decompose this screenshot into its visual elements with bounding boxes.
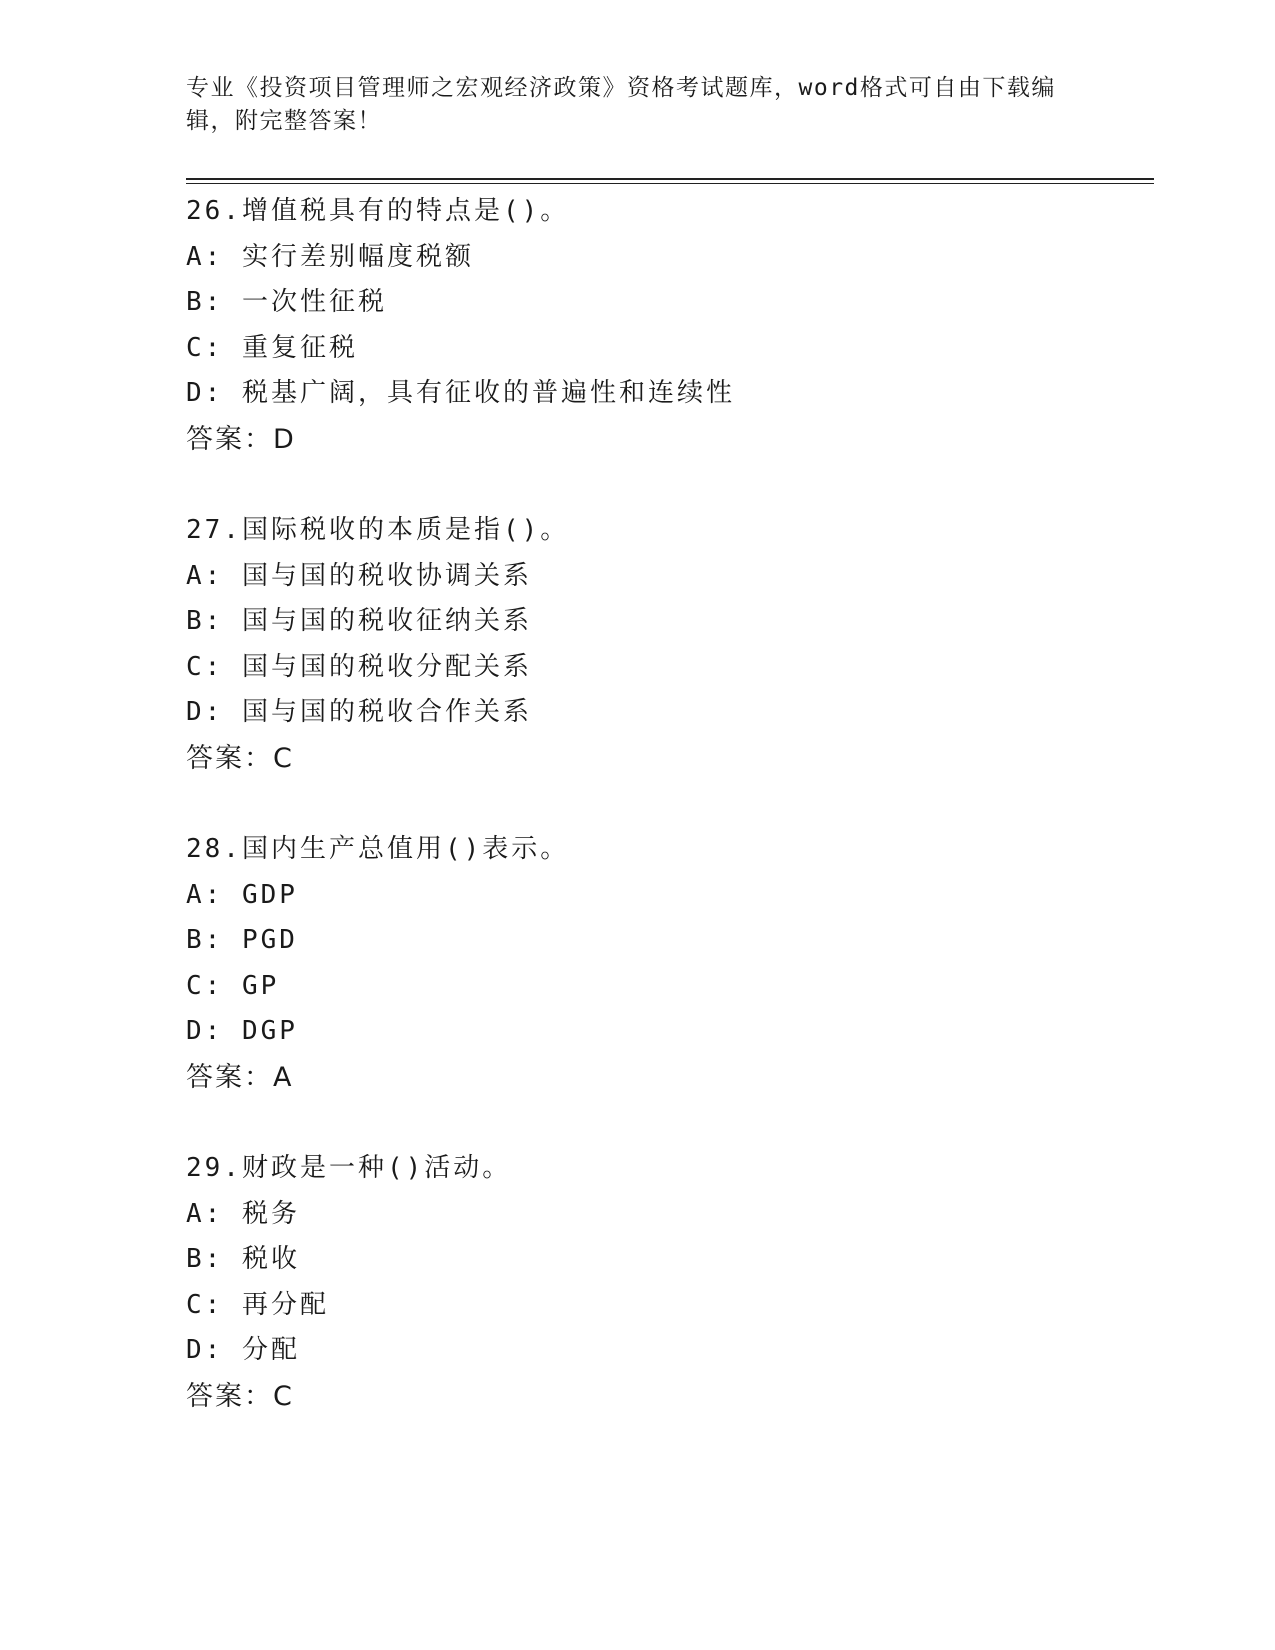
header-line-1: 专业《投资项目管理师之宏观经济政策》资格考试题库，word格式可自由下载编 <box>186 75 1056 101</box>
option-a: A: 国与国的税收协调关系 <box>186 560 532 591</box>
option-c: C: GP <box>186 970 280 1001</box>
option-d: D: 税基广阔，具有征收的普遍性和连续性 <box>186 378 735 408</box>
header-divider-thick <box>186 178 1154 180</box>
option-d: D: 国与国的税收合作关系 <box>186 697 532 727</box>
header-divider-thin <box>186 183 1154 184</box>
question-26 <box>186 189 1146 462</box>
answer: 答案：D <box>186 423 296 455</box>
question-stem: 27.国际税收的本质是指()。 <box>186 515 570 545</box>
question-28 <box>186 827 1146 1100</box>
option-d: D: DGP <box>186 1016 298 1046</box>
option-c: C: 重复征税 <box>186 332 358 363</box>
option-a: A: 实行差别幅度税额 <box>186 241 474 272</box>
question-stem: 26.增值税具有的特点是()。 <box>186 196 570 226</box>
option-a: A: 税务 <box>186 1198 300 1229</box>
option-b: B: 一次性征税 <box>186 287 387 317</box>
option-c: C: 国与国的税收分配关系 <box>186 651 532 682</box>
header-line-2: 辑，附完整答案！ <box>186 108 382 134</box>
question-29 <box>186 1146 1146 1419</box>
option-a: A: GDP <box>186 879 298 910</box>
document-header <box>186 72 1076 138</box>
answer: 答案：C <box>186 742 294 774</box>
question-stem: 28.国内生产总值用()表示。 <box>186 834 570 864</box>
question-27 <box>186 508 1146 781</box>
answer: 答案：C <box>186 1380 294 1412</box>
option-c: C: 再分配 <box>186 1289 329 1320</box>
option-b: B: PGD <box>186 925 298 955</box>
question-stem: 29.财政是一种()活动。 <box>186 1153 512 1183</box>
option-b: B: 税收 <box>186 1244 300 1274</box>
option-d: D: 分配 <box>186 1335 300 1365</box>
option-b: B: 国与国的税收征纳关系 <box>186 606 532 636</box>
answer: 答案：A <box>186 1061 294 1093</box>
